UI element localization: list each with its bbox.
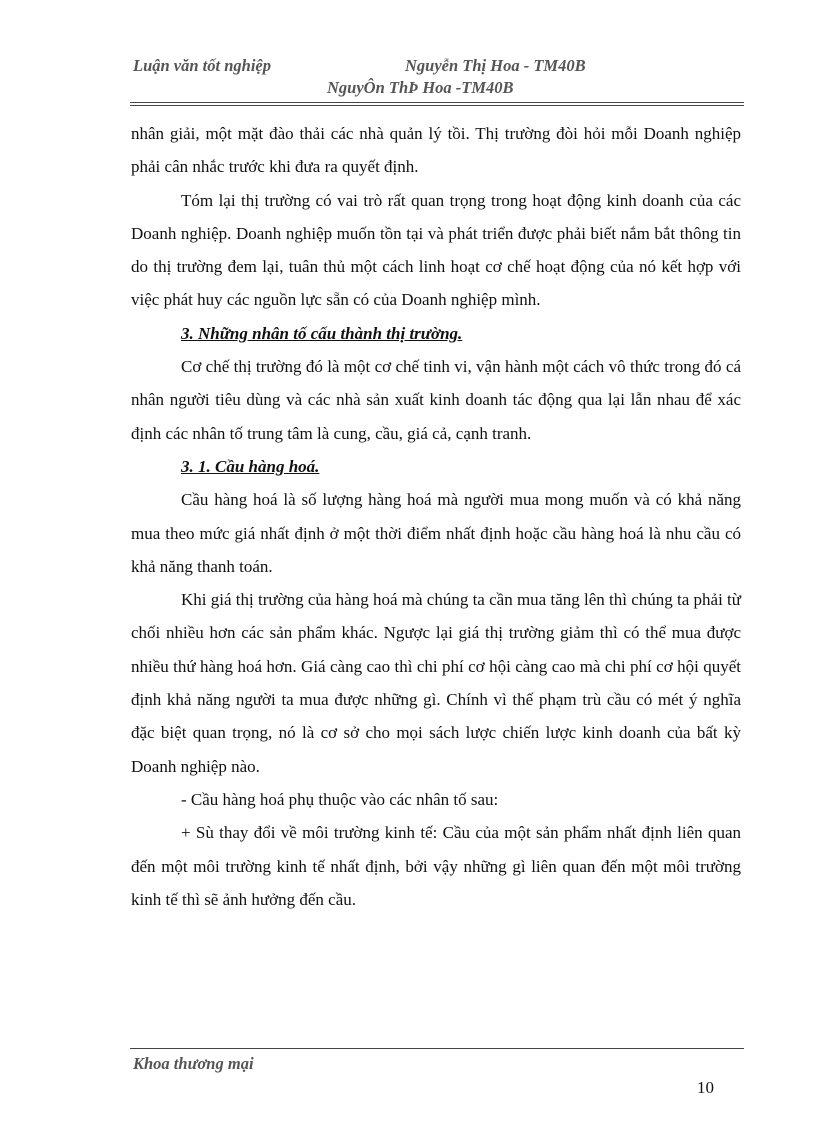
section-heading-3: 3. Những nhân tố cấu thành thị trường.	[181, 323, 463, 343]
footer-rule	[130, 1048, 744, 1049]
header-rule-bottom	[130, 105, 744, 106]
paragraph-price-effect: Khi giá thị trường của hàng hoá mà chúng ta cần mua tăng lên thì chúng ta phải từ chối nhiều hơn các sản phẩm khác. Ngược lại giá thị trường giảm thì có thể mua được nhiều thứ hàng hoá hơn. Giá càng cao thì chi phí cơ hội càng cao mà chi phí cơ hội quyết định khả năng người ta mua được những gì. Chính vì thế phạm trù cầu có mét ý nghĩa đặc biệt quan trọng, nó là cơ sở cho mọi sách lược chiến lược kinh doanh của bất kỳ Doanh nghiệp nào.	[131, 590, 741, 776]
paragraph-summary: Tóm lại thị trường có vai trò rất quan trọng trong hoạt động kinh doanh của các Doanh nghiệp. Doanh nghiệp muốn tồn tại và phát triển được phải biết nắm bắt thông tin do thị trường đem lại, tuân thủ một cách linh hoạt cơ chế hoạt động của nó kết hợp với việc phát huy các nguồn lực sẵn có của Doanh nghiệp mình.	[131, 190, 741, 310]
header-author-encoded: NguyÔn ThÞ Hoa -TM40B	[327, 78, 514, 97]
section-heading-3-1: 3. 1. Cầu hàng hoá.	[181, 456, 320, 476]
header-author: Nguyễn Thị Hoa - TM40B	[405, 56, 586, 75]
document-body	[131, 117, 741, 916]
paragraph-demand-definition: Cầu hàng hoá là số lượng hàng hoá mà người mua mong muốn và có khả năng mua theo mức giá nhất định ở một thời điểm nhất định hoặc cầu hàng hoá là nhu cầu có khả năng thanh toán.	[131, 490, 741, 576]
paragraph-factors-intro: - Cầu hàng hoá phụ thuộc vào các nhân tố sau:	[181, 789, 499, 809]
footer-department: Khoa thương mại	[133, 1054, 254, 1073]
paragraph-market-mechanism: Cơ chế thị trường đó là một cơ chế tinh vi, vận hành một cách vô thức trong đó cá nhân người tiêu dùng và các nhà sản xuất kinh doanh tác động qua lại lẫn nhau để xác định các nhân tố trung tâm là cung, cầu, giá cả, cạnh tranh.	[131, 357, 741, 443]
paragraph-continuation: nhân giải, một mặt đào thải các nhà quản lý tồi. Thị trường đòi hỏi mỗi Doanh nghiệp phải cân nhắc trước khi đưa ra quyết định.	[131, 124, 741, 177]
paragraph-economic-environment: + Sù thay đổi về môi trường kinh tế: Cầu của một sản phẩm nhất định liên quan đến một môi trường kinh tế nhất định, bởi vậy những gì liên quan đến một môi trường kinh tế thì sẽ ảnh hưởng đến cầu.	[131, 823, 741, 909]
page-number: 10	[697, 1078, 714, 1097]
header-rule-top	[130, 102, 744, 103]
header-thesis-label: Luận văn tốt nghiệp	[133, 56, 271, 75]
